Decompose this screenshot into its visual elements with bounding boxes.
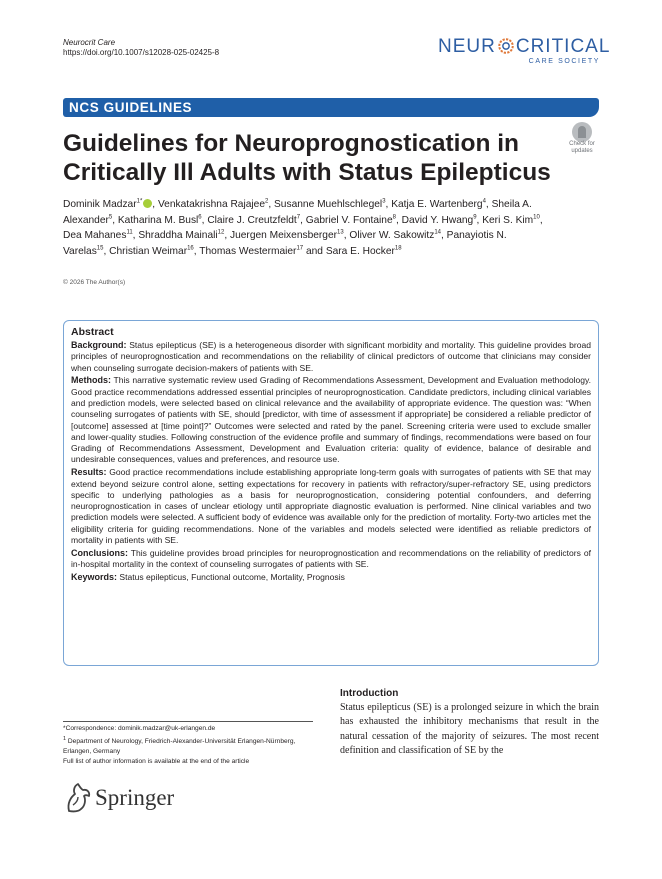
- publisher-name: Springer: [95, 785, 175, 810]
- logo-text-left: NEUR: [438, 36, 496, 57]
- author-affiliation-number: 2: [265, 198, 269, 205]
- journal-name: Neurocrit Care: [63, 38, 116, 47]
- abstract-section-label: Results:: [71, 467, 107, 478]
- author-affiliation-number: 18: [394, 245, 402, 252]
- author-affiliation-number: 6: [198, 214, 202, 221]
- logo-text-right: CRITICAL: [515, 36, 611, 57]
- author-name[interactable]: David Y. Hwang: [401, 214, 474, 226]
- banner-label: NCS GUIDELINES: [69, 100, 193, 115]
- author-affiliation-number: 13: [337, 229, 344, 236]
- author-affiliation-number: 9: [473, 214, 477, 221]
- bookmark-icon: [572, 122, 592, 142]
- author-affiliation-number: 15: [96, 245, 104, 252]
- author-name[interactable]: Katja E. Wartenberg: [391, 199, 483, 210]
- author-affiliation-number: 5: [108, 214, 113, 221]
- author-affiliation-number: 7: [296, 214, 301, 221]
- abstract-section-label: Keywords:: [71, 571, 118, 582]
- abstract-section-text: Status epilepticus (SE) is a heterogeneous disorder with significant morbidity and mortality. This guideline provides broad principles of neuroprognostication and recommendations on the reliability of clinical predictors of outcome that clinicians may consider when counseling surrogate decision-makers of patients with SE.: [71, 340, 591, 373]
- author-name[interactable]: Katharina M. Busl: [117, 214, 199, 226]
- abstract-section-label: Background:: [71, 340, 127, 350]
- author-affiliation-number: 14: [434, 229, 441, 236]
- abstract-section: [71, 375, 591, 465]
- abstract-section: [71, 548, 591, 571]
- author-name[interactable]: Susanne Muehlschlegel: [274, 199, 383, 210]
- author-name[interactable]: Oliver W. Sakowitz: [349, 230, 435, 242]
- abstract-sections: [71, 340, 591, 583]
- author-name[interactable]: Sheila A. Alexander: [63, 199, 532, 226]
- author-affiliation-number: 17: [296, 245, 304, 252]
- abstract-section-text: This narrative systematic review used Grading of Recommendations Assessment, Development and Evaluation methodology. Good practice recommendations addressed essential principles of neuroprognostication. Candidate predictors, including clinical variables and prediction models, were selected based on clinical relevance and the availability of appropriate evidence. The question was: “When counseling surrogates of patients with SE, should [predictor, with time of assessment if appropriate] be considered a reliable predictor of [outcome] assessed at [time point]?” Outcomes were selected and rated by the panel. Screening criteria were used to exclude smaller and lower-quality studies. Following construction of the evidence profile and summary of findings, recommendations were based on four Grading of Recommendations Assessment, Development and Evaluation criteria: quality of evidence, balance of desirable and undesirable consequences, values and preferences, and resource use.: [71, 375, 591, 465]
- doi-link[interactable]: https://doi.org/10.1007/s12028-025-02425-8: [63, 48, 220, 57]
- check-for-updates-badge[interactable]: [565, 122, 599, 156]
- author-name[interactable]: Thomas Westermaier: [199, 245, 297, 257]
- springer-logo[interactable]: [63, 781, 203, 815]
- footnote-divider: [63, 721, 313, 722]
- abstract-section-label: Conclusions:: [71, 547, 129, 558]
- abstract-section: [71, 340, 591, 374]
- check-for-updates-label: Check for updates: [569, 141, 595, 154]
- abstract-box: [63, 320, 599, 666]
- article-title: Guidelines for Neuroprognostication in Critically Ill Adults with Status Epilepticus: [63, 130, 551, 186]
- abstract-section-text: Status epilepticus, Functional outcome, Mortality, Prognosis: [117, 571, 345, 582]
- author-name[interactable]: Christian Weimar: [109, 245, 188, 257]
- author-affiliation-number: 8: [392, 214, 396, 221]
- author-name[interactable]: Sara E. Hocker: [325, 245, 395, 257]
- abstract-section-text: Good practice recommendations include establishing appropriate long-term goals with surrogates of patients with SE that may extend beyond seizure control alone, setting expectations for recovery in patients with refractory/super-refractory SE, using predictors specific to underlying pathologies as a basis for neuroprognostication, considering potential confounders, and deferring neuroprognostication in cases of unclear etiology until appropriate diagnostic evaluation is performed. Nine clinical variables and two prediction models were selected. A sufficient body of evidence was available only for the prediction of mortality. Forty-two articles met the eligibility criteria for guiding recommendations. None of the variables and models selected were identified as reliable predictors of mortality in patients with SE.: [71, 467, 591, 546]
- orcid-icon[interactable]: [143, 199, 152, 208]
- introduction-text: Status epilepticus (SE) is a prolonged seizure in which the brain has exhausted the inhibitory mechanisms that result in the natural cessation of the majority of seizures. The most recent definition and classification of SE by the: [340, 702, 599, 756]
- author-affiliation-number: 4: [482, 198, 486, 205]
- author-name[interactable]: Juergen Meixensberger: [230, 230, 338, 242]
- section-banner: [63, 98, 599, 117]
- copyright: © 2026 The Author(s): [63, 279, 126, 286]
- author-name[interactable]: Keri S. Kim: [482, 214, 534, 226]
- abstract-section: [71, 467, 591, 546]
- affiliation: $^1$ Department of Neurology, Friedrich-Alexander-Universität Erlangen-Nürnberg, Erlangen, Germany: [63, 736, 296, 756]
- author-list: Dominik Madzar$^{1*}$ , Venkatakrishna Rajajee$^2$, Susanne Muehlschlegel$^3$, Katja E. Wartenberg$^4$, Sheila A. Alexander$^5$, Katharina M. Busl$^6$, Claire J. Creutzfeldt$^7$, Gabriel V. Fontaine$^8$, David Y. Hwang$^9$, Keri S. Kim$^{10}$, Dea Mahanes$^{11}$, Shraddha Mainali$^{12}$, Juergen Meixensberger$^{13}$, Oliver W. Sakowitz$^{14}$, Panayiotis N. Varelas$^{15}$, Christian Weimar$^{16}$, Thomas Westermaier$^{17}$ and Sara E. Hocker$^{18}$: [63, 198, 543, 257]
- springer-horse-icon: [63, 781, 93, 815]
- footnotes: [63, 724, 313, 767]
- author-name[interactable]: Claire J. Creutzfeldt: [207, 214, 297, 226]
- author-name[interactable]: Shraddha Mainali: [138, 230, 218, 242]
- author-affiliation-number: 11: [126, 229, 133, 236]
- author-affiliation-number: 16: [187, 245, 194, 252]
- logo-brain-icon: [497, 37, 515, 55]
- correspondence: *Correspondence: dominik.madzar@uk-erlangen.de: [63, 725, 216, 732]
- author-affiliation-number: 1*: [136, 198, 143, 205]
- author-name[interactable]: Venkatakrishna Rajajee: [157, 199, 265, 210]
- author-name[interactable]: Panayiotis N. Varelas: [63, 230, 507, 257]
- author-name[interactable]: Dea Mahanes: [63, 230, 127, 242]
- abstract-heading: Abstract: [71, 326, 114, 338]
- introduction-heading: Introduction: [340, 688, 399, 699]
- author-name[interactable]: Dominik Madzar: [63, 199, 137, 210]
- abstract-section-text: This guideline provides broad principles for neuroprognostication and recommendations on the reliability of predictors of in-hospital mortality in the context of counseling surrogates of patients with SE.: [71, 547, 591, 570]
- author-affiliation-number: 12: [217, 229, 225, 236]
- abstract-section: [71, 572, 591, 583]
- author-affiliation-number: 3: [382, 198, 386, 205]
- logo-subtitle: CARE SOCIETY: [528, 58, 600, 65]
- author-name[interactable]: Gabriel V. Fontaine: [305, 214, 393, 226]
- ncs-logo[interactable]: [438, 36, 611, 68]
- author-info-note: Full list of author information is available at the end of the article: [63, 758, 250, 766]
- author-affiliation-number: 10: [533, 214, 540, 221]
- abstract-section-label: Methods:: [71, 375, 111, 386]
